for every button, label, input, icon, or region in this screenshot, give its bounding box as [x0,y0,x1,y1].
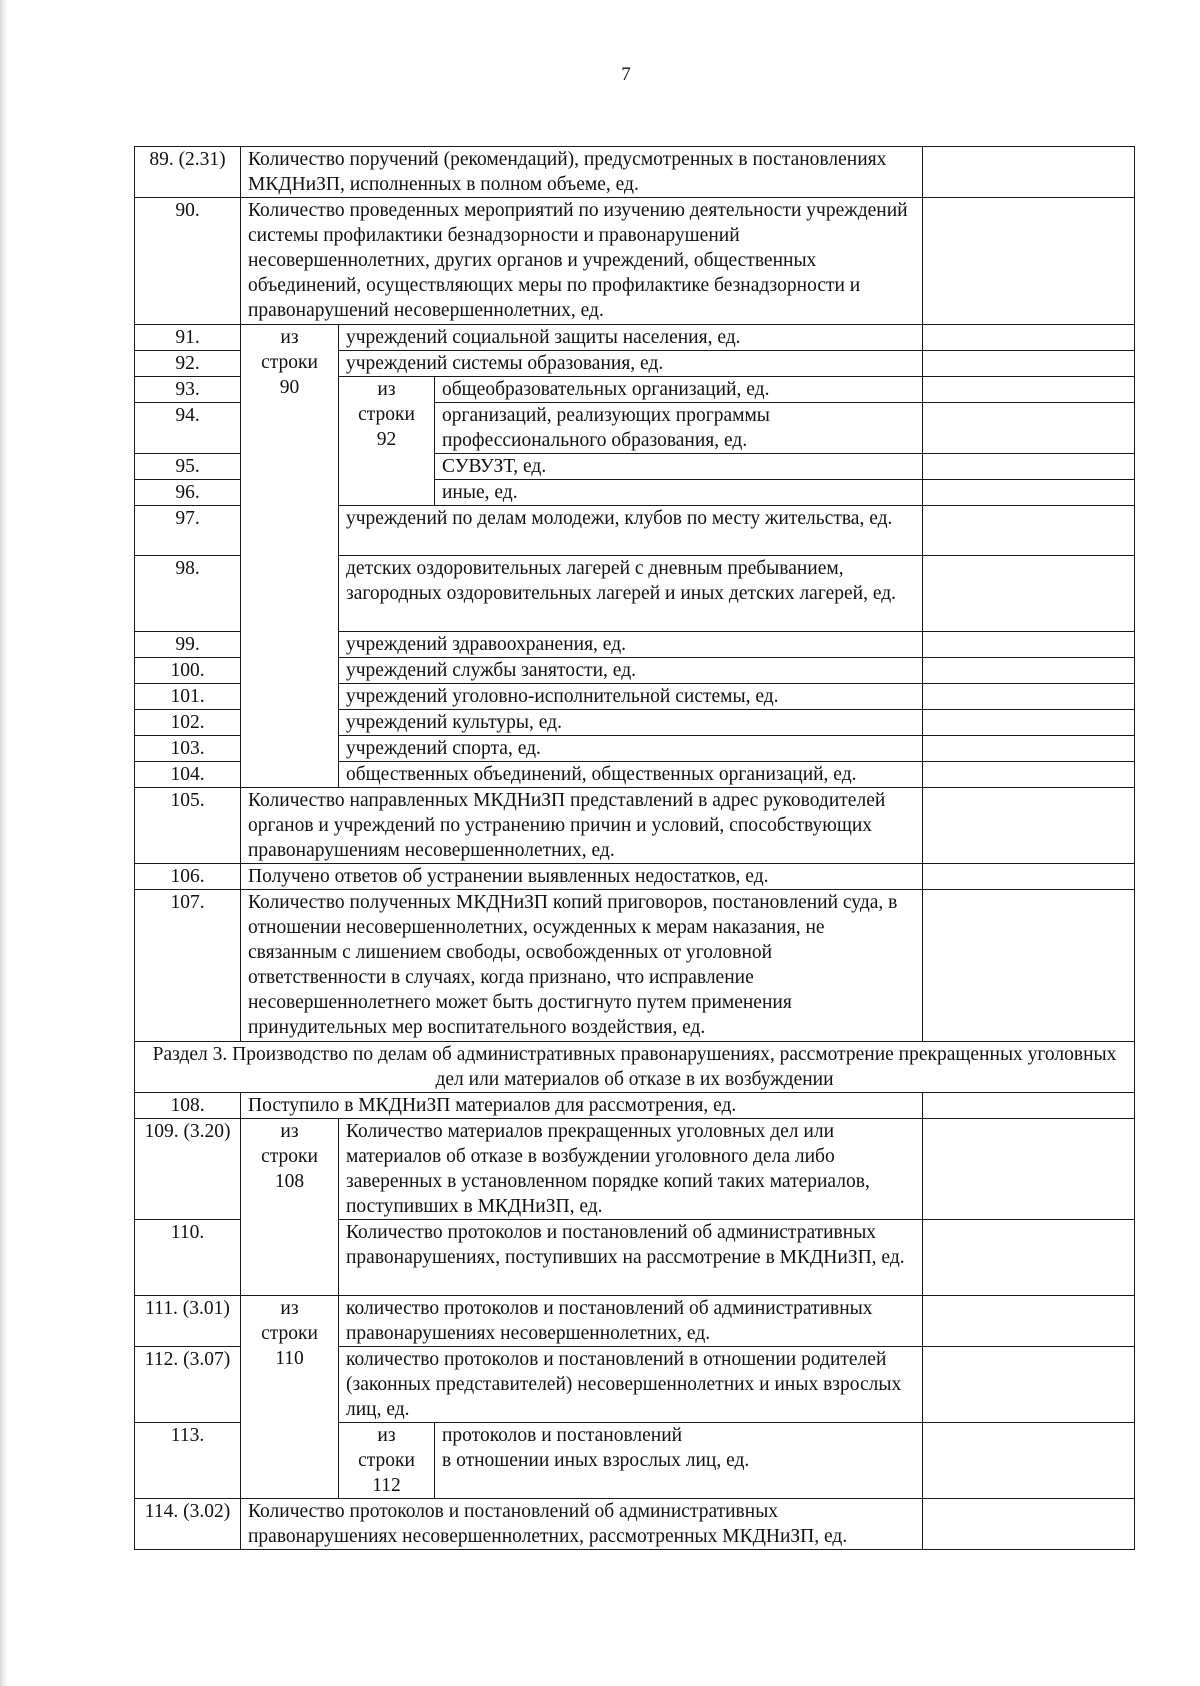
row-label [435,1423,923,1499]
row-number: 109. (3.20) [135,1119,241,1220]
from-row-108-label [241,1119,339,1296]
value-cell [923,864,1135,890]
table-row-114 [135,1499,1135,1550]
ref-line: строки [358,404,415,425]
row-label: Количество протоколов и постановлений об административных правонарушениях несовершеннолетних, рассмотренных МКДНиЗП, ед. [241,1499,923,1550]
table-row-108 [135,1093,1135,1119]
value-cell [923,736,1135,762]
page-number: 7 [621,64,631,85]
table-row-89 [135,147,1135,198]
row-label: общественных объединений, общественных организаций, ед. [339,762,923,788]
from-row-90-label [241,325,339,788]
row-number: 108. [135,1093,241,1119]
row-label: Количество материалов прекращенных уголовных дел или материалов об отказе в возбуждении уголовного дела либо заверенных в установленном порядке копий таких материалов, поступивших в МКДНиЗП, ед. [339,1119,923,1220]
row-label: Получено ответов об устранении выявленных недостатков, ед. [241,864,923,890]
ref-line: строки [261,1323,318,1344]
ref-line: из [280,1121,299,1142]
row-number: 96. [135,480,241,506]
section-3-title: Раздел 3. Производство по делам об административных правонарушениях, рассмотрение прекращенных уголовных дел или материалов об отказе в их возбуждении [135,1042,1135,1093]
ref-line: из [280,327,299,348]
row-number: 95. [135,454,241,480]
row-number: 89. (2.31) [135,147,241,198]
value-cell [923,632,1135,658]
row-number: 92. [135,351,241,377]
value-cell [923,1220,1135,1296]
row-label: учреждений службы занятости, ед. [339,658,923,684]
row-label: учреждений уголовно-исполнительной системы, ед. [339,684,923,710]
row-number: 90. [135,198,241,325]
row-number: 106. [135,864,241,890]
row-number: 103. [135,736,241,762]
value-cell [923,1296,1135,1347]
ref-line: 90 [279,377,300,398]
ref-line: строки [261,1146,318,1167]
row-number: 99. [135,632,241,658]
value-cell [923,1499,1135,1550]
value-cell [923,377,1135,403]
value-cell [923,454,1135,480]
row-label: Количество направленных МКДНиЗП представлений в адрес руководителей органов и учреждений по устранению причин и условий, способствующих правонарушениям несовершеннолетних, ед. [241,788,923,864]
row-number: 111. (3.01) [135,1296,241,1347]
value-cell [923,1347,1135,1423]
row-label: иные, ед. [435,480,923,506]
value-cell [923,658,1135,684]
from-row-110-label [241,1296,339,1499]
table-row-90 [135,198,1135,325]
row-label: Количество поручений (рекомендаций), предусмотренных в постановлениях МКДНиЗП, исполненных в полном объеме, ед. [241,147,923,198]
value-cell [923,403,1135,454]
row-number: 110. [135,1220,241,1296]
value-cell [923,325,1135,351]
row-label: Поступило в МКДНиЗП материалов для рассмотрения, ед. [241,1093,923,1119]
table-row-105 [135,788,1135,864]
value-cell [923,506,1135,556]
ref-line: 112 [372,1475,401,1496]
value-cell [923,762,1135,788]
row-label: организаций, реализующих программы профессионального образования, ед. [435,403,923,454]
value-cell [923,1093,1135,1119]
value-cell [923,710,1135,736]
statistics-form-table [134,146,1135,1550]
row-label: Количество полученных МКДНиЗП копий приговоров, постановлений суда, в отношении несовершеннолетних, осужденных к мерам наказания, не связанным с лишением свободы, освобожденных от уголовной ответственности в случаях, когда признано, что исправление несовершеннолетнего может быть достигнуто путем применения принудительных мер воспитательного воздействия, ед. [241,890,923,1042]
ref-line: 110 [275,1348,304,1369]
row-number: 104. [135,762,241,788]
row-number: 93. [135,377,241,403]
ref-line: из [377,379,396,400]
row-label: учреждений системы образования, ед. [339,351,923,377]
row-number: 114. (3.02) [135,1499,241,1550]
value-cell [923,1119,1135,1220]
value-cell [923,684,1135,710]
row-label: учреждений по делам молодежи, клубов по месту жительства, ед. [339,506,923,556]
row-label: Количество протоколов и постановлений об административных правонарушениях, поступивших на рассмотрение в МКДНиЗП, ед. [339,1220,923,1296]
value-cell [923,890,1135,1042]
row-number: 94. [135,403,241,454]
ref-line: из [377,1425,396,1446]
ref-line: 92 [376,429,397,450]
row-label: СУВУЗТ, ед. [435,454,923,480]
row-label-line: в отношении иных взрослых лиц, ед. [442,1450,750,1471]
row-number: 91. [135,325,241,351]
row-number: 107. [135,890,241,1042]
value-cell [923,788,1135,864]
row-label: количество протоколов и постановлений об административных правонарушениях несовершеннолетних, ед. [339,1296,923,1347]
scan-edge-shadow [0,0,8,1686]
value-cell [923,351,1135,377]
section-3-header-row [135,1042,1135,1093]
table-row-91 [135,325,1135,351]
value-cell [923,1423,1135,1499]
row-label: детских оздоровительных лагерей с дневным пребыванием, загородных оздоровительных лагерей и иных детских лагерей, ед. [339,556,923,632]
row-number: 97. [135,506,241,556]
row-label: учреждений спорта, ед. [339,736,923,762]
ref-line: строки [261,352,318,373]
row-label-line: протоколов и постановлений [442,1425,683,1446]
row-label: общеобразовательных организаций, ед. [435,377,923,403]
ref-line: строки [358,1450,415,1471]
row-label: учреждений здравоохранения, ед. [339,632,923,658]
row-label: учреждений культуры, ед. [339,710,923,736]
row-number: 102. [135,710,241,736]
row-label: количество протоколов и постановлений в отношении родителей (законных представителей) несовершеннолетних и иных взрослых лиц, ед. [339,1347,923,1423]
value-cell [923,147,1135,198]
row-number: 98. [135,556,241,632]
row-label: Количество проведенных мероприятий по изучению деятельности учреждений системы профилактики безнадзорности и правонарушений несовершеннолетних, других органов и учреждений, общественных объединений, осуществляющих меры по профилактике безнадзорности и правонарушений несовершеннолетних, ед. [241,198,923,325]
row-label: учреждений социальной защиты населения, ед. [339,325,923,351]
ref-line: 108 [274,1171,305,1192]
row-number: 113. [135,1423,241,1499]
from-row-112-label [339,1423,435,1499]
table-row-111 [135,1296,1135,1347]
row-number: 101. [135,684,241,710]
value-cell [923,480,1135,506]
from-row-92-label [339,377,435,506]
table-row-107 [135,890,1135,1042]
table-row-106 [135,864,1135,890]
table-row-109 [135,1119,1135,1220]
ref-line: из [280,1298,299,1319]
value-cell [923,556,1135,632]
value-cell [923,198,1135,325]
row-number: 112. (3.07) [135,1347,241,1423]
row-number: 105. [135,788,241,864]
row-number: 100. [135,658,241,684]
